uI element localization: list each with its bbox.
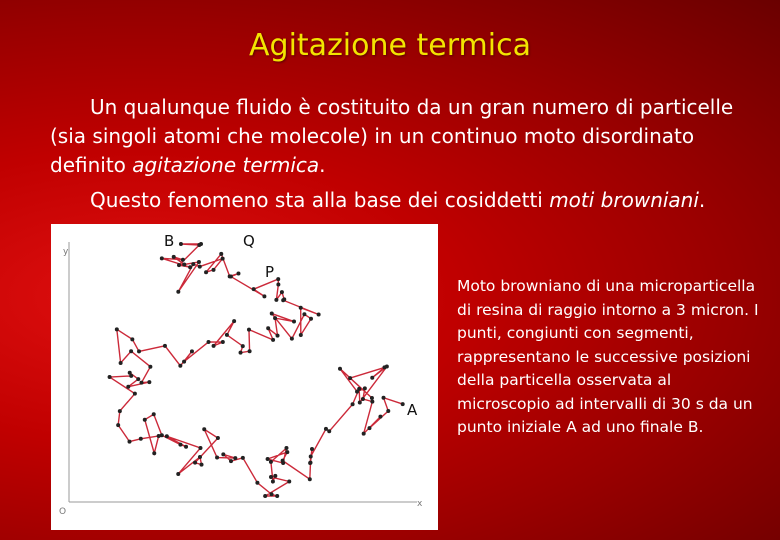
walk-point	[338, 367, 342, 371]
walk-point	[348, 376, 352, 380]
walk-point	[269, 475, 273, 479]
walk-point	[126, 385, 130, 389]
point-label-b: B	[164, 232, 175, 250]
x-axis-label: x	[417, 499, 423, 509]
walk-point	[165, 434, 169, 438]
walk-point	[193, 461, 197, 465]
walk-point	[198, 265, 202, 269]
walk-point	[225, 333, 229, 337]
walk-point	[401, 402, 405, 406]
walk-point	[176, 290, 180, 294]
walk-point	[212, 268, 216, 272]
walk-point	[133, 392, 137, 396]
walk-point	[199, 242, 203, 246]
paragraph1-text: Un qualunque fluido è costituito da un gran numero di particelle (sia singoli atomi che molecole) in un continuo moto disordinato definito	[50, 95, 734, 177]
paragraph1-end: .	[319, 153, 326, 177]
walk-point	[308, 477, 312, 481]
walk-point	[188, 265, 192, 269]
walk-point	[128, 440, 132, 444]
walk-point	[309, 454, 313, 458]
walk-point	[309, 317, 313, 321]
walk-point	[284, 446, 288, 450]
walk-point	[274, 298, 278, 302]
walk-point	[262, 294, 266, 298]
walk-point	[198, 455, 202, 459]
walk-point	[233, 456, 237, 460]
figure-caption: Moto browniano di una microparticella di resina di raggio intorno a 3 micron. I punti, congiunti con segmenti, rappresentano le successive posizioni della particella osservata al microscopio ad intervalli di 30 s da un punto iniziale A ad uno finale B.	[457, 277, 759, 436]
walk-point	[108, 375, 112, 379]
walk-point	[178, 364, 182, 368]
walk-point	[197, 260, 201, 264]
walk-point	[241, 456, 245, 460]
walk-point	[367, 426, 371, 430]
walk-point	[190, 349, 194, 353]
walk-point	[362, 432, 366, 436]
walk-point	[247, 328, 251, 332]
walk-point	[182, 262, 186, 266]
walk-point	[269, 460, 273, 464]
brownian-path	[108, 242, 405, 498]
walk-point	[182, 360, 186, 364]
walk-point	[273, 316, 277, 320]
walk-point	[202, 427, 206, 431]
walk-point	[129, 349, 133, 353]
walk-point	[212, 344, 216, 348]
walk-point	[116, 423, 120, 427]
walk-point	[276, 277, 280, 281]
walk-point	[148, 365, 152, 369]
walk-point	[119, 361, 123, 365]
walk-point	[281, 461, 285, 465]
walk-point	[152, 451, 156, 455]
walk-point	[317, 312, 321, 316]
walk-point	[276, 334, 280, 338]
walk-point	[215, 456, 219, 460]
walk-point	[378, 415, 382, 419]
paragraph2-end: .	[698, 188, 706, 212]
walk-point	[219, 252, 223, 256]
walk-point	[351, 402, 355, 406]
walk-point	[136, 377, 140, 381]
walk-point	[241, 344, 245, 348]
walk-point	[200, 463, 204, 467]
walk-point	[239, 351, 243, 355]
walk-point	[184, 445, 188, 449]
walk-point	[370, 376, 374, 380]
walk-point	[181, 258, 185, 262]
brownian-motion-figure	[51, 224, 438, 530]
walk-point	[130, 337, 134, 341]
walk-point	[266, 457, 270, 461]
walk-point	[285, 450, 289, 454]
walk-point	[324, 427, 328, 431]
walk-point	[198, 446, 202, 450]
paragraph2-italic: moti browniani	[549, 188, 699, 212]
walk-segments	[110, 244, 403, 496]
walk-point	[115, 327, 119, 331]
walk-point	[271, 480, 275, 484]
walk-point	[275, 494, 279, 498]
walk-point	[370, 400, 374, 404]
walk-point	[152, 412, 156, 416]
walk-point	[309, 461, 313, 465]
paragraph1-italic: agitazione termica	[132, 153, 320, 177]
walk-point	[270, 312, 274, 316]
walk-point	[216, 436, 220, 440]
walk-point	[191, 262, 195, 266]
walk-point	[163, 344, 167, 348]
walk-point	[382, 396, 386, 400]
walk-point	[292, 320, 296, 324]
walk-point	[299, 306, 303, 310]
walk-point	[236, 272, 240, 276]
walk-point	[139, 381, 143, 385]
walk-point	[310, 447, 314, 451]
walk-point	[327, 429, 331, 433]
walk-point	[232, 319, 236, 323]
walk-point	[128, 371, 132, 375]
walk-point	[160, 256, 164, 260]
walk-point	[287, 479, 291, 483]
walk-point	[270, 492, 274, 496]
walk-point	[248, 349, 252, 353]
walk-point	[302, 312, 306, 316]
walk-point	[299, 333, 303, 337]
walk-point	[280, 290, 284, 294]
walk-point	[363, 386, 367, 390]
walk-point	[143, 418, 147, 422]
point-label-p: P	[265, 263, 275, 281]
walk-point	[118, 409, 122, 413]
walk-point	[255, 481, 259, 485]
walk-point	[263, 494, 267, 498]
walk-point	[229, 459, 233, 463]
walk-point	[176, 472, 180, 476]
walk-point	[290, 337, 294, 341]
origin-label: O	[59, 507, 67, 517]
walk-point	[221, 257, 225, 261]
walk-point	[271, 338, 275, 342]
point-label-a: A	[407, 401, 418, 419]
point-label-q: Q	[243, 232, 255, 250]
slide-title: Agitazione termica	[249, 28, 531, 63]
brownian-plot	[51, 224, 438, 530]
paragraph2-text: Questo fenomeno sta alla base dei cosiddetti	[90, 188, 550, 212]
paragraph-browniani	[50, 186, 750, 215]
paragraph-agitazione	[50, 93, 750, 180]
walk-point	[221, 452, 225, 456]
walk-point	[179, 242, 183, 246]
walk-point	[385, 365, 389, 369]
y-axis-label: y	[63, 247, 69, 257]
walk-point	[221, 340, 225, 344]
walk-point	[357, 387, 361, 391]
walk-point	[252, 287, 256, 291]
walk-point	[177, 263, 181, 267]
walk-point	[361, 397, 365, 401]
walk-point	[358, 401, 362, 405]
walk-point	[207, 340, 211, 344]
walk-point	[147, 380, 151, 384]
walk-point	[370, 396, 374, 400]
walk-point	[172, 255, 176, 259]
walk-point	[282, 297, 286, 301]
walk-point	[266, 326, 270, 330]
walk-point	[276, 282, 280, 286]
walk-point	[273, 474, 277, 478]
walk-point	[139, 437, 143, 441]
walk-point	[386, 409, 390, 413]
walk-point	[178, 443, 182, 447]
walk-point	[157, 434, 161, 438]
walk-point	[137, 349, 141, 353]
walk-point	[228, 274, 232, 278]
walk-point	[204, 270, 208, 274]
